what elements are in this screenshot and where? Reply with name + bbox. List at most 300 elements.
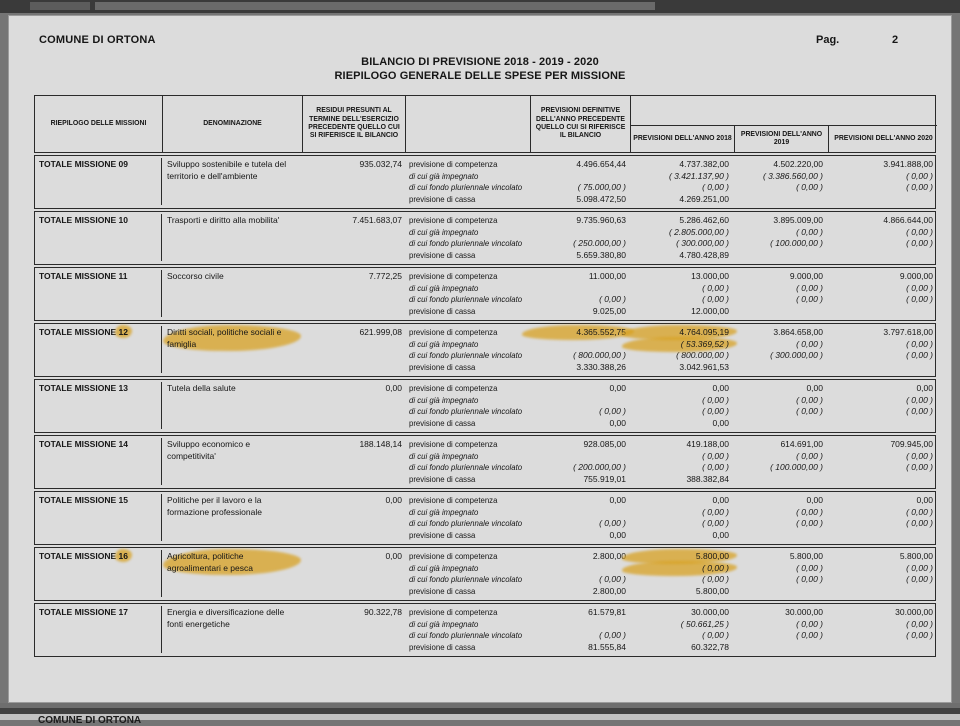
prev-def-impegnato bbox=[530, 283, 626, 295]
denomination-cell bbox=[162, 494, 302, 541]
mission-label: TOTALE MISSIONE bbox=[39, 495, 117, 505]
y2019-impegnato: ( 0,00 ) bbox=[796, 338, 823, 349]
denomination-cell bbox=[162, 550, 302, 597]
year-2019-cell bbox=[733, 158, 827, 205]
header-denominazione: DENOMINAZIONE bbox=[162, 96, 302, 152]
y2018-fondo: ( 300.000,00 ) bbox=[676, 238, 729, 248]
y2019-competenza: 9.000,00 bbox=[789, 271, 823, 281]
y2020-competenza: 4.866.644,00 bbox=[883, 215, 933, 225]
year-2019-cell bbox=[733, 270, 827, 317]
y2019-cassa bbox=[733, 194, 823, 206]
window-chrome-segment bbox=[95, 2, 655, 10]
denomination-cell bbox=[162, 606, 302, 653]
mission-cell bbox=[35, 606, 162, 653]
row-label-impegnato: di cui già impegnato bbox=[409, 227, 479, 237]
residui-cell bbox=[302, 494, 405, 541]
y2018-impegnato: ( 0,00 ) bbox=[702, 450, 729, 461]
y2018-impegnato: ( 2.805.000,00 ) bbox=[668, 226, 729, 237]
mission-label: TOTALE MISSIONE bbox=[39, 215, 117, 225]
denomination-cell bbox=[162, 382, 302, 429]
prev-def-cassa: 5.098.472,50 bbox=[576, 193, 626, 204]
mission-label: TOTALE MISSIONE bbox=[39, 327, 117, 337]
denomination-cell bbox=[162, 270, 302, 317]
row-label-competenza: previsione di competenza bbox=[409, 272, 498, 281]
table-row bbox=[34, 211, 936, 265]
prev-def-cassa: 2.800,00 bbox=[592, 585, 626, 596]
mission-cell bbox=[35, 326, 162, 373]
y2020-cassa bbox=[827, 530, 933, 542]
y2019-fondo: ( 0,00 ) bbox=[796, 406, 823, 416]
row-label-fondo-pluriennale: di cui fondo pluriennale vincolato bbox=[409, 351, 523, 360]
y2019-impegnato: ( 0,00 ) bbox=[796, 506, 823, 517]
prev-def-fondo: ( 75.000,00 ) bbox=[577, 182, 626, 192]
year-2019-cell bbox=[733, 606, 827, 653]
next-page-entity-name: COMUNE DI ORTONA bbox=[38, 715, 142, 726]
prev-def-competenza: 9.735.960,63 bbox=[576, 215, 626, 225]
mission-cell bbox=[35, 214, 162, 261]
prev-def-competenza: 0,00 bbox=[609, 383, 626, 393]
row-label-fondo-pluriennale: di cui fondo pluriennale vincolato bbox=[409, 575, 523, 584]
y2020-cassa bbox=[827, 418, 933, 430]
y2019-cassa bbox=[733, 586, 823, 598]
prev-def-fondo: ( 800.000,00 ) bbox=[573, 350, 626, 360]
row-label-cassa: previsione di cassa bbox=[409, 306, 476, 316]
mission-number: 10 bbox=[118, 215, 128, 225]
window-chrome-segment bbox=[30, 2, 90, 10]
y2018-cassa: 60.322,78 bbox=[691, 641, 729, 652]
row-label-impegnato: di cui già impegnato bbox=[409, 451, 479, 461]
row-label-impegnato: di cui già impegnato bbox=[409, 283, 479, 293]
year-2018-cell bbox=[630, 270, 733, 317]
header-years-spacer bbox=[631, 96, 937, 126]
y2019-competenza: 614.691,00 bbox=[780, 439, 823, 449]
mission-number: 15 bbox=[118, 495, 128, 505]
row-label-fondo-pluriennale: di cui fondo pluriennale vincolato bbox=[409, 463, 523, 472]
y2018-cassa: 3.042.961,53 bbox=[679, 361, 729, 372]
prev-def-fondo: ( 0,00 ) bbox=[599, 574, 626, 584]
prev-def-competenza: 4.496.654,44 bbox=[576, 159, 626, 169]
prev-def-cassa: 755.919,01 bbox=[583, 473, 626, 484]
y2020-competenza: 0,00 bbox=[916, 495, 933, 505]
denomination-text: Soccorso civile bbox=[167, 271, 224, 281]
prev-def-fondo: ( 250.000,00 ) bbox=[573, 238, 626, 248]
denomination-cell bbox=[162, 214, 302, 261]
row-label-fondo-pluriennale: di cui fondo pluriennale vincolato bbox=[409, 631, 523, 640]
year-2020-cell bbox=[827, 270, 937, 317]
table-row bbox=[34, 491, 936, 545]
row-label-impegnato: di cui già impegnato bbox=[409, 339, 479, 349]
residui-cell bbox=[302, 214, 405, 261]
y2019-competenza: 5.800,00 bbox=[789, 551, 823, 561]
year-2020-cell bbox=[827, 326, 937, 373]
year-2020-cell bbox=[827, 550, 937, 597]
prev-def-cassa: 0,00 bbox=[609, 417, 626, 428]
document-entity-name: COMUNE DI ORTONA bbox=[39, 34, 156, 46]
y2018-fondo: ( 0,00 ) bbox=[702, 518, 729, 528]
row-label-cassa: previsione di cassa bbox=[409, 418, 476, 428]
y2018-competenza: 30.000,00 bbox=[691, 607, 729, 617]
prev-def-cell bbox=[530, 606, 630, 653]
y2020-competenza: 3.941.888,00 bbox=[883, 159, 933, 169]
mission-number: 09 bbox=[118, 159, 128, 169]
header-previsioni-2019: PREVISIONI DELL'ANNO 2019 bbox=[734, 126, 828, 152]
prev-def-fondo: ( 0,00 ) bbox=[599, 406, 626, 416]
y2018-fondo: ( 0,00 ) bbox=[702, 182, 729, 192]
mission-cell bbox=[35, 438, 162, 485]
y2018-competenza: 5.800,00 bbox=[630, 551, 729, 563]
y2020-competenza: 0,00 bbox=[916, 383, 933, 393]
prev-def-cassa: 0,00 bbox=[609, 529, 626, 540]
row-label-competenza: previsione di competenza bbox=[409, 216, 498, 225]
table-row bbox=[34, 435, 936, 489]
row-label-cassa: previsione di cassa bbox=[409, 642, 476, 652]
table-row bbox=[34, 155, 936, 209]
row-label-competenza: previsione di competenza bbox=[409, 328, 498, 337]
window-chrome-bar bbox=[0, 0, 960, 13]
y2018-fondo: ( 800.000,00 ) bbox=[676, 350, 729, 360]
prev-def-fondo: ( 0,00 ) bbox=[599, 518, 626, 528]
header-empty bbox=[405, 96, 530, 152]
residui-cell bbox=[302, 326, 405, 373]
mission-number: 13 bbox=[118, 383, 128, 393]
y2020-competenza: 9.000,00 bbox=[899, 271, 933, 281]
year-2019-cell bbox=[733, 326, 827, 373]
table-row bbox=[34, 603, 936, 657]
header-years bbox=[631, 126, 937, 152]
residui-value: 7.451.683,07 bbox=[352, 215, 402, 225]
y2019-cassa bbox=[733, 530, 823, 542]
document-title-line2: RIEPILOGO GENERALE DELLE SPESE PER MISSIONE bbox=[334, 69, 626, 82]
y2020-impegnato: ( 0,00 ) bbox=[906, 394, 933, 405]
y2019-competenza: 0,00 bbox=[806, 383, 823, 393]
document-title-line1: BILANCIO DI PREVISIONE 2018 - 2019 - 2020 bbox=[361, 56, 599, 68]
prev-def-cassa: 9.025,00 bbox=[592, 305, 626, 316]
y2018-fondo: ( 0,00 ) bbox=[702, 574, 729, 584]
y2020-impegnato: ( 0,00 ) bbox=[906, 562, 933, 573]
y2019-competenza: 30.000,00 bbox=[785, 607, 823, 617]
row-label-fondo-pluriennale: di cui fondo pluriennale vincolato bbox=[409, 295, 523, 304]
row-labels-cell bbox=[405, 438, 530, 485]
year-2018-cell bbox=[630, 326, 733, 373]
y2018-impegnato: ( 50.661,25 ) bbox=[680, 618, 729, 629]
y2020-competenza: 709.945,00 bbox=[890, 439, 933, 449]
y2019-competenza: 4.502.220,00 bbox=[773, 159, 823, 169]
prev-def-cell bbox=[530, 438, 630, 485]
row-label-impegnato: di cui già impegnato bbox=[409, 619, 479, 629]
y2020-impegnato: ( 0,00 ) bbox=[906, 170, 933, 181]
mission-number: 14 bbox=[118, 439, 128, 449]
residui-cell bbox=[302, 438, 405, 485]
prev-def-impegnato bbox=[530, 507, 626, 519]
row-label-impegnato: di cui già impegnato bbox=[409, 563, 479, 573]
y2018-impegnato: ( 0,00 ) bbox=[702, 506, 729, 517]
residui-value: 0,00 bbox=[385, 551, 402, 561]
row-label-cassa: previsione di cassa bbox=[409, 530, 476, 540]
row-label-competenza: previsione di competenza bbox=[409, 552, 498, 561]
y2019-fondo: ( 100.000,00 ) bbox=[770, 238, 823, 248]
budget-table bbox=[34, 95, 936, 657]
denomination-text: Agricoltura, politiche agroalimentari e pesca bbox=[167, 551, 297, 574]
mission-label: TOTALE MISSIONE bbox=[39, 271, 117, 281]
denomination-text: Energia e diversificazione delle fonti energetiche bbox=[167, 607, 285, 629]
row-label-cassa: previsione di cassa bbox=[409, 362, 476, 372]
table-row bbox=[34, 379, 936, 433]
y2018-impegnato: ( 0,00 ) bbox=[702, 282, 729, 293]
mission-number: 17 bbox=[118, 607, 128, 617]
prev-def-impegnato bbox=[530, 339, 626, 351]
y2019-fondo: ( 0,00 ) bbox=[796, 518, 823, 528]
y2019-impegnato: ( 0,00 ) bbox=[796, 394, 823, 405]
row-label-fondo-pluriennale: di cui fondo pluriennale vincolato bbox=[409, 239, 523, 248]
prev-def-impegnato bbox=[530, 619, 626, 631]
y2020-impegnato: ( 0,00 ) bbox=[906, 618, 933, 629]
row-label-impegnato: di cui già impegnato bbox=[409, 395, 479, 405]
residui-cell bbox=[302, 270, 405, 317]
prev-def-cell bbox=[530, 382, 630, 429]
y2020-impegnato: ( 0,00 ) bbox=[906, 450, 933, 461]
y2020-cassa bbox=[827, 250, 933, 262]
y2018-impegnato: ( 0,00 ) bbox=[702, 394, 729, 405]
row-label-impegnato: di cui già impegnato bbox=[409, 171, 479, 181]
y2018-cassa: 0,00 bbox=[712, 417, 729, 428]
row-labels-cell bbox=[405, 158, 530, 205]
y2020-impegnato: ( 0,00 ) bbox=[906, 338, 933, 349]
y2019-fondo: ( 0,00 ) bbox=[796, 574, 823, 584]
year-2018-cell bbox=[630, 158, 733, 205]
year-2019-cell bbox=[733, 438, 827, 485]
y2018-fondo: ( 0,00 ) bbox=[702, 406, 729, 416]
y2018-cassa: 4.269.251,00 bbox=[679, 193, 729, 204]
prev-def-impegnato bbox=[530, 563, 626, 575]
mission-cell bbox=[35, 270, 162, 317]
year-2020-cell bbox=[827, 158, 937, 205]
header-previsioni-2020: PREVISIONI DELL'ANNO 2020 bbox=[828, 126, 938, 152]
y2019-cassa bbox=[733, 250, 823, 262]
y2020-fondo: ( 0,00 ) bbox=[906, 406, 933, 416]
prev-def-impegnato bbox=[530, 227, 626, 239]
y2020-fondo: ( 0,00 ) bbox=[906, 350, 933, 360]
y2018-cassa: 12.000,00 bbox=[691, 305, 729, 316]
year-2020-cell bbox=[827, 494, 937, 541]
prev-def-fondo: ( 0,00 ) bbox=[599, 294, 626, 304]
residui-cell bbox=[302, 550, 405, 597]
residui-value: 7.772,25 bbox=[368, 271, 402, 281]
residui-value: 0,00 bbox=[385, 383, 402, 393]
denomination-text: Tutela della salute bbox=[167, 383, 236, 393]
denomination-cell bbox=[162, 438, 302, 485]
prev-def-fondo: ( 200.000,00 ) bbox=[573, 462, 626, 472]
y2020-cassa bbox=[827, 194, 933, 206]
y2018-cassa: 5.800,00 bbox=[695, 585, 729, 596]
denomination-text: Sviluppo sostenibile e tutela del territorio e dell'ambiente bbox=[167, 159, 287, 181]
year-2020-cell bbox=[827, 214, 937, 261]
y2020-cassa bbox=[827, 586, 933, 598]
row-label-competenza: previsione di competenza bbox=[409, 440, 498, 449]
mission-number: 16 bbox=[118, 551, 128, 561]
prev-def-competenza: 2.800,00 bbox=[592, 551, 626, 561]
y2019-impegnato: ( 0,00 ) bbox=[796, 562, 823, 573]
prev-def-impegnato bbox=[530, 451, 626, 463]
year-2018-cell bbox=[630, 606, 733, 653]
prev-def-cassa: 5.659.380,80 bbox=[576, 249, 626, 260]
y2018-competenza: 0,00 bbox=[712, 495, 729, 505]
row-label-impegnato: di cui già impegnato bbox=[409, 507, 479, 517]
year-2018-cell bbox=[630, 438, 733, 485]
y2020-competenza: 3.797.618,00 bbox=[883, 327, 933, 337]
y2018-cassa: 0,00 bbox=[712, 529, 729, 540]
prev-def-cell bbox=[530, 214, 630, 261]
denomination-cell bbox=[162, 158, 302, 205]
y2020-fondo: ( 0,00 ) bbox=[906, 630, 933, 640]
y2018-impegnato: ( 53.369,52 ) bbox=[630, 339, 729, 351]
residui-cell bbox=[302, 158, 405, 205]
y2020-impegnato: ( 0,00 ) bbox=[906, 226, 933, 237]
y2018-fondo: ( 0,00 ) bbox=[702, 462, 729, 472]
prev-def-competenza: 61.579,81 bbox=[588, 607, 626, 617]
prev-def-competenza: 11.000,00 bbox=[588, 271, 626, 281]
row-label-cassa: previsione di cassa bbox=[409, 474, 476, 484]
y2020-fondo: ( 0,00 ) bbox=[906, 518, 933, 528]
mission-cell bbox=[35, 382, 162, 429]
y2019-impegnato: ( 0,00 ) bbox=[796, 618, 823, 629]
denomination-text: Trasporti e diritto alla mobilita' bbox=[167, 215, 280, 225]
prev-def-cell bbox=[530, 326, 630, 373]
header-previsioni-definitive: PREVISIONI DEFINITIVE DELL'ANNO PRECEDENTE QUELLO CUI SI RIFERISCE IL BILANCIO bbox=[530, 96, 630, 152]
y2019-impegnato: ( 0,00 ) bbox=[796, 226, 823, 237]
header-riepilogo: RIEPILOGO DELLE MISSIONI bbox=[50, 119, 147, 127]
y2018-competenza: 0,00 bbox=[712, 383, 729, 393]
y2018-competenza: 4.737.382,00 bbox=[679, 159, 729, 169]
row-label-competenza: previsione di competenza bbox=[409, 160, 498, 169]
row-label-fondo-pluriennale: di cui fondo pluriennale vincolato bbox=[409, 519, 523, 528]
y2019-competenza: 3.864.658,00 bbox=[773, 327, 823, 337]
y2018-competenza: 4.764.095,19 bbox=[630, 327, 729, 339]
row-label-cassa: previsione di cassa bbox=[409, 586, 476, 596]
y2018-competenza: 13.000,00 bbox=[691, 271, 729, 281]
row-label-competenza: previsione di competenza bbox=[409, 384, 498, 393]
y2019-fondo: ( 0,00 ) bbox=[796, 294, 823, 304]
prev-def-cell bbox=[530, 158, 630, 205]
year-2019-cell bbox=[733, 214, 827, 261]
residui-value: 188.148,14 bbox=[359, 439, 402, 449]
mission-cell bbox=[35, 550, 162, 597]
row-labels-cell bbox=[405, 606, 530, 653]
y2020-competenza: 30.000,00 bbox=[895, 607, 933, 617]
mission-label: TOTALE MISSIONE bbox=[39, 159, 117, 169]
row-labels-cell bbox=[405, 550, 530, 597]
year-2020-cell bbox=[827, 382, 937, 429]
year-2019-cell bbox=[733, 494, 827, 541]
prev-def-cassa: 81.555,84 bbox=[588, 641, 626, 652]
row-labels-cell bbox=[405, 326, 530, 373]
prev-def-cell bbox=[530, 550, 630, 597]
row-label-cassa: previsione di cassa bbox=[409, 194, 476, 204]
y2020-cassa bbox=[827, 306, 933, 318]
y2020-cassa bbox=[827, 642, 933, 654]
y2019-competenza: 0,00 bbox=[806, 495, 823, 505]
y2018-cassa: 388.382,84 bbox=[686, 473, 729, 484]
prev-def-cell bbox=[530, 494, 630, 541]
y2019-impegnato: ( 0,00 ) bbox=[796, 282, 823, 293]
mission-label: TOTALE MISSIONE bbox=[39, 551, 117, 561]
prev-def-competenza: 928.085,00 bbox=[583, 439, 626, 449]
year-2019-cell bbox=[733, 550, 827, 597]
y2019-cassa bbox=[733, 474, 823, 486]
row-labels-cell bbox=[405, 270, 530, 317]
year-2020-cell bbox=[827, 606, 937, 653]
y2020-cassa bbox=[827, 362, 933, 374]
y2019-fondo: ( 0,00 ) bbox=[796, 182, 823, 192]
prev-def-competenza: 4.365.552,75 bbox=[530, 327, 626, 339]
residui-value: 621.999,08 bbox=[359, 327, 402, 337]
mission-number: 12 bbox=[118, 327, 128, 337]
table-row bbox=[34, 267, 936, 321]
denomination-text: Politiche per il lavoro e la formazione professionale bbox=[167, 495, 262, 517]
mission-number: 11 bbox=[118, 271, 128, 281]
row-labels-cell bbox=[405, 382, 530, 429]
row-labels-cell bbox=[405, 494, 530, 541]
row-label-competenza: previsione di competenza bbox=[409, 608, 498, 617]
year-2018-cell bbox=[630, 214, 733, 261]
prev-def-impegnato bbox=[530, 395, 626, 407]
y2019-impegnato: ( 0,00 ) bbox=[796, 450, 823, 461]
prev-def-cell bbox=[530, 270, 630, 317]
prev-def-cassa: 3.330.388,26 bbox=[576, 361, 626, 372]
year-2018-cell bbox=[630, 550, 733, 597]
mission-cell bbox=[35, 158, 162, 205]
mission-label: TOTALE MISSIONE bbox=[39, 383, 117, 393]
y2020-fondo: ( 0,00 ) bbox=[906, 182, 933, 192]
row-label-fondo-pluriennale: di cui fondo pluriennale vincolato bbox=[409, 183, 523, 192]
residui-value: 0,00 bbox=[385, 495, 402, 505]
residui-cell bbox=[302, 382, 405, 429]
table-row bbox=[34, 547, 936, 601]
header-years-group bbox=[630, 96, 937, 152]
row-label-cassa: previsione di cassa bbox=[409, 250, 476, 260]
header-residui: RESIDUI PRESUNTI AL TERMINE DELL'ESERCIZIO PRECEDENTE QUELLO CUI SI RIFERISCE IL BILANCIO bbox=[302, 96, 405, 152]
y2019-cassa bbox=[733, 362, 823, 374]
next-page-peek bbox=[0, 714, 960, 726]
y2020-fondo: ( 0,00 ) bbox=[906, 238, 933, 248]
table-body bbox=[34, 155, 936, 657]
mission-label: TOTALE MISSIONE bbox=[39, 439, 117, 449]
y2020-cassa bbox=[827, 474, 933, 486]
residui-cell bbox=[302, 606, 405, 653]
y2019-competenza: 3.895.009,00 bbox=[773, 215, 823, 225]
y2019-impegnato: ( 3.386.560,00 ) bbox=[762, 170, 823, 181]
y2018-impegnato: ( 3.421.137,90 ) bbox=[668, 170, 729, 181]
y2020-fondo: ( 0,00 ) bbox=[906, 294, 933, 304]
residui-value: 90.322,78 bbox=[364, 607, 402, 617]
y2019-fondo: ( 300.000,00 ) bbox=[770, 350, 823, 360]
y2018-competenza: 5.286.462,60 bbox=[679, 215, 729, 225]
table-header-row bbox=[34, 95, 936, 153]
y2018-fondo: ( 0,00 ) bbox=[702, 630, 729, 640]
prev-def-competenza: 0,00 bbox=[609, 495, 626, 505]
y2020-impegnato: ( 0,00 ) bbox=[906, 282, 933, 293]
y2020-fondo: ( 0,00 ) bbox=[906, 574, 933, 584]
y2020-fondo: ( 0,00 ) bbox=[906, 462, 933, 472]
y2019-fondo: ( 0,00 ) bbox=[796, 630, 823, 640]
row-label-competenza: previsione di competenza bbox=[409, 496, 498, 505]
y2018-competenza: 419.188,00 bbox=[686, 439, 729, 449]
mission-cell bbox=[35, 494, 162, 541]
document-page bbox=[8, 15, 952, 703]
y2020-competenza: 5.800,00 bbox=[899, 551, 933, 561]
year-2018-cell bbox=[630, 382, 733, 429]
year-2019-cell bbox=[733, 382, 827, 429]
page-number-label: Pag. bbox=[816, 34, 840, 46]
